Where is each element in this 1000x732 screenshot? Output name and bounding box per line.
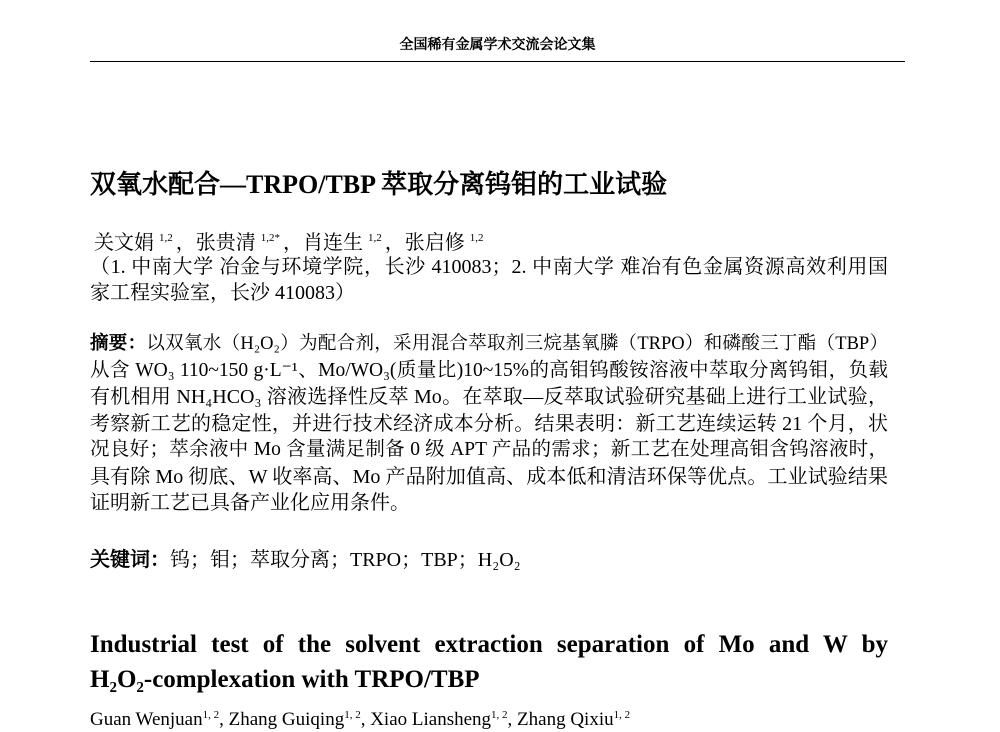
- author-separator: ,: [219, 709, 229, 730]
- author-separator: ,: [360, 709, 371, 730]
- author-name: 张启修: [404, 232, 465, 254]
- keywords-text: 钨；钼；萃取分离；TRPO；TBP；H₂O₂: [170, 549, 521, 571]
- title-line: Industrial test of the solvent extraction separation of Mo and W by: [90, 631, 888, 658]
- author-name: 关文娟: [94, 232, 154, 254]
- running-header: 全国稀有金属学术交流会论文集: [399, 38, 596, 53]
- abstract-label: 摘要：: [90, 334, 147, 354]
- affiliation-line: （1. 中南大学 冶金与环境学院，长沙 410083；2. 中南大学 难冶有色金属资源高效利用国: [90, 256, 888, 278]
- abstract-cn: [90, 331, 888, 517]
- author-name: Zhang Guiqing: [228, 709, 345, 730]
- author-list-cn: [94, 225, 484, 256]
- paper-title-cn: 双氧水配合—TRPO/TBP 萃取分离钨钼的工业试验: [90, 170, 668, 199]
- affiliation-mark: 1, 2: [491, 709, 508, 721]
- author-separator: ，: [384, 232, 405, 254]
- paper-title-en: [90, 627, 888, 697]
- affiliation-mark: 1,2: [469, 232, 484, 244]
- abstract-line: 具有除 Mo 彻底、W 收率高、Mo 产品附加值高、成本低和清洁环保等优点。工业试验结果: [90, 465, 888, 488]
- author-separator: ，: [283, 232, 303, 254]
- author-name: Zhang Qixiu: [517, 709, 614, 730]
- abstract-line: 考察新工艺的稳定性，并进行技术经济成本分析。结果表明：新工艺连续运转 21 个月，状: [90, 412, 888, 435]
- abstract-line: 况良好；萃余液中 Mo 含量满足制备 0 级 APT 产品的需求；新工艺在处理高钼含钨溶液时，: [90, 439, 888, 460]
- author-name: 肖连生: [303, 232, 363, 254]
- author-name: Xiao Liansheng: [370, 709, 492, 730]
- affiliation-cn: [90, 254, 888, 306]
- abstract-line: 从含 WO₃ 110~150 g·L⁻¹、Mo/WO₃(质量比)10~15%的高钼钨酸铵溶液中萃取分离钨钼，负载: [90, 359, 888, 381]
- keywords-label: 关键词：: [90, 549, 170, 571]
- author-list-en: [90, 703, 630, 732]
- affiliation-mark: 1, 2: [613, 709, 631, 721]
- affiliation-mark: 1, 2: [202, 709, 220, 721]
- abstract-line: [90, 331, 888, 358]
- abstract-text: 以双氧水（H₂O₂）为配合剂，采用混合萃取剂三烷基氧膦（TRPO）和磷酸三丁酯（TBP）: [146, 334, 888, 354]
- header-rule: [90, 61, 905, 62]
- affiliation-mark: 1, 2: [344, 709, 361, 721]
- author-separator: ,: [507, 709, 518, 730]
- author-separator: ，: [175, 232, 196, 254]
- affiliation-mark: 1,2: [159, 232, 173, 244]
- abstract-line: 证明新工艺已具备产业化应用条件。: [90, 492, 410, 514]
- author-name: Guan Wenjuan: [90, 709, 203, 730]
- affiliation-mark: 1,2*: [260, 232, 280, 244]
- abstract-line: 有机相用 NH₄HCO₃ 溶液选择性反萃 Mo。在萃取—反萃取试验研究基础上进行工业试验，: [90, 386, 888, 408]
- title-line: H₂O₂-complexation with TRPO/TBP: [90, 666, 480, 693]
- affiliation-line: 家工程实验室，长沙 410083）: [90, 282, 355, 304]
- author-name: 张贵清: [195, 232, 256, 254]
- keywords-cn: [90, 547, 888, 573]
- affiliation-mark: 1,2: [368, 232, 382, 244]
